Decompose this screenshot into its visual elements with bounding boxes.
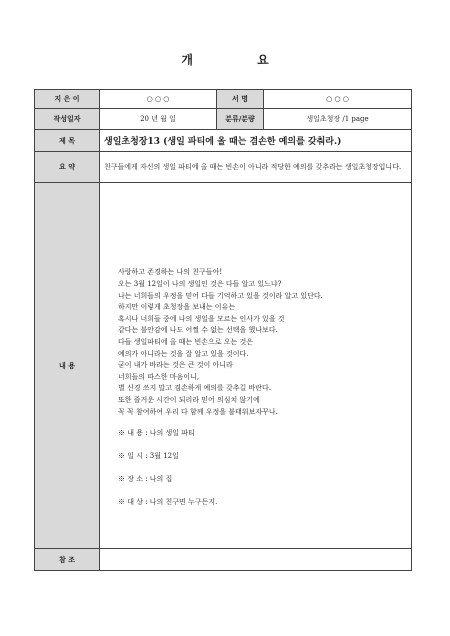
category-label: 분류/분량 [217, 109, 264, 130]
letter-line: 너희들의 따스한 마음이니, [118, 372, 200, 381]
summary-label: 요 약 [35, 152, 100, 183]
content-label: 내 용 [35, 183, 100, 549]
overview-form-table [34, 89, 412, 571]
content-body [100, 183, 412, 549]
author-label: 지 은 이 [35, 90, 100, 109]
document-title: 개 요 [181, 53, 299, 67]
summary-row [35, 152, 412, 183]
letter-line: 오는 3월 12일이 나의 생일인 것은 다들 알고 있느냐? [118, 280, 282, 289]
reference-row [35, 549, 412, 571]
letter-line: 나는 너희들의 우정을 믿어 다들 기억하고 있을 것이라 알고 있단다. [118, 291, 323, 300]
category-value: 생일초청장 /1 page [264, 109, 412, 130]
letter-text [104, 210, 407, 509]
date-row [35, 109, 412, 130]
subject-label: 제 목 [35, 130, 100, 152]
date-value: 20 년 월 일 [100, 109, 217, 130]
date-label: 작성일자 [35, 109, 100, 130]
letter-line: 사랑하고 존경하는 나의 친구들아! [118, 268, 223, 277]
author-value: ○ ○ ○ [100, 90, 217, 109]
letter-line: 다들 생일파티에 올 때는 빈손으로 오는 것은 [118, 338, 254, 347]
subject-value: 생일초청장13 (생일 파티에 올 때는 겸손한 예의를 갖춰라.) [100, 130, 412, 152]
letter-line: 또한 즐거운 시간이 되리라 믿어 의심치 않기에 [118, 395, 260, 404]
content-row [35, 183, 412, 549]
letter-line: 같다는 불안감에 나도 어쩔 수 없는 선택을 했나보다. [118, 326, 278, 335]
letter-line: 하지만 이렇게 초청장을 보내는 이유는 [118, 303, 236, 312]
reference-label: 참 조 [35, 549, 100, 571]
letter-line: 별 신경 쓰지 말고 겸손하게 예의를 갖추길 바란다. [118, 384, 272, 393]
author-row [35, 90, 412, 109]
detail-date: ※ 일 시 : 3월 12일 [118, 452, 179, 461]
letter-line: 꼭 꼭 참여하여 우리 다 함께 우정을 불태워보자꾸나. [118, 407, 278, 416]
letter-line: 혹시나 너희들 중에 나의 생일을 모르는 인사가 있을 것 [118, 314, 285, 323]
event-details [118, 428, 407, 509]
detail-target: ※ 대 상 : 나의 친구면 누구든지. [118, 498, 218, 507]
letter-line: 굳이 내가 바라는 것은 큰 것이 아니라 [118, 361, 233, 370]
title-person-label: 서 명 [217, 90, 264, 109]
subject-row [35, 130, 412, 152]
title-person-value: ○ ○ ○ [264, 90, 412, 109]
reference-value [100, 549, 412, 571]
summary-value: 친구들에게 자신의 생일 파티에 올 때는 빈손이 아니라 적당한 예의를 갖추라는 생일초청장입니다. [100, 152, 412, 183]
detail-place: ※ 장 소 : 나의 집 [118, 475, 173, 484]
letter-line: 예의가 아니라는 것을 잘 알고 있을 것이다. [118, 349, 249, 358]
detail-content: ※ 내 용 : 나의 생일 파티 [118, 429, 195, 438]
